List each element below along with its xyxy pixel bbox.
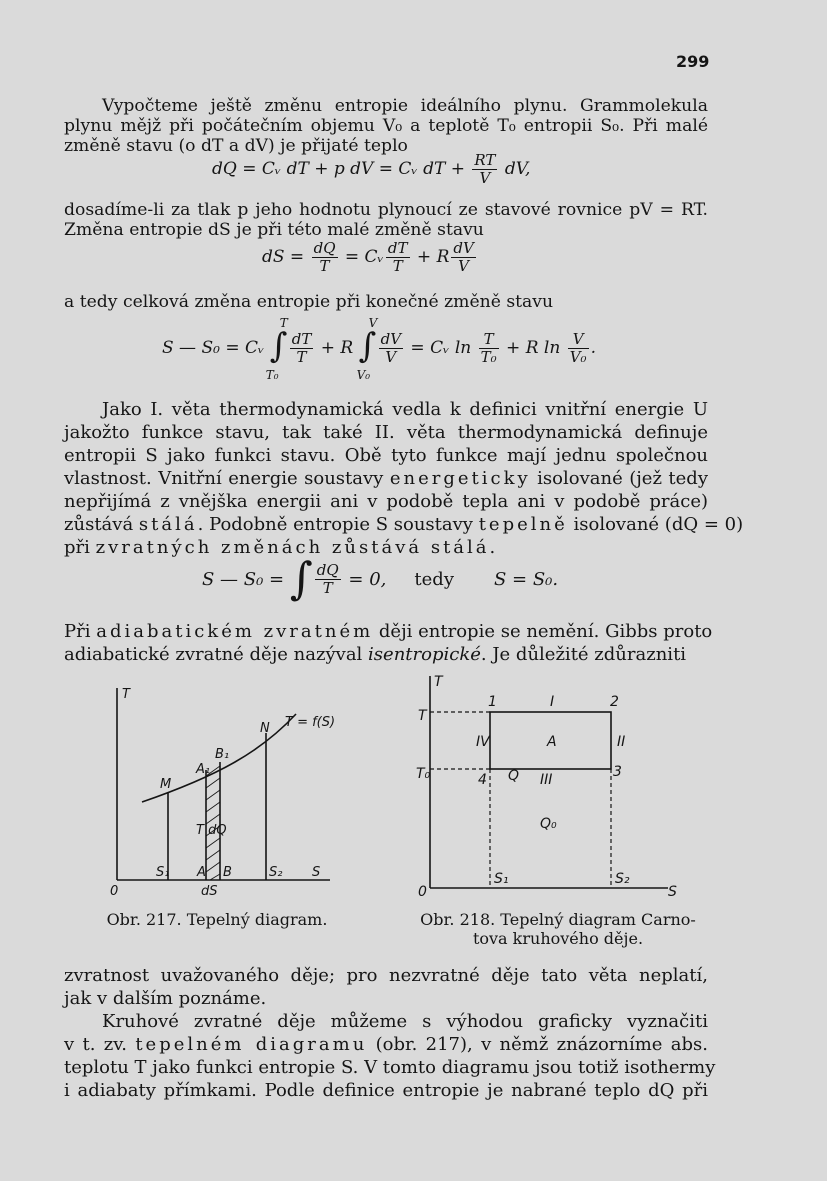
figure-218-caption-line1: Obr. 218. Tepelný diagram Carno- [420,910,696,929]
eq3-eqsign: = Cᵥ ln [405,338,477,358]
para4-l6c: isolované (dQ = 0) [573,514,744,535]
eq1-lhs: dQ = Cᵥ dT + p dV = Cᵥ dT + [212,159,471,179]
figure-217-caption: Obr. 217. Tepelný diagram. [106,910,328,929]
fig217-label-a1: A₁ [196,762,211,777]
equation-dq [212,152,530,187]
fig218-label-t0: T₀ [416,766,431,782]
eq3-end: . [590,338,596,358]
eq2-frac2 [386,240,410,275]
para4-line7 [64,538,495,558]
eq3-f1-num: dT [291,329,312,348]
para4-line4 [64,469,708,489]
eq1-rhs: dV, [499,159,531,179]
eq3-f4-den: V₀ [569,347,587,366]
para4-l6b: . Podobně entropie S soustavy [197,514,473,535]
fig218-label-q: Q [508,768,520,784]
integral-sign: ∫ [289,553,313,605]
eq3-integral2 [356,316,378,382]
para6-l4a: v t. zv. [64,1034,127,1055]
eq2-lhs: dS = [262,247,310,267]
para4-l6a: zůstává [64,514,134,535]
fig218-label-3: 3 [613,764,622,780]
integral-sign: ∫ [269,326,288,366]
eq2-f3-num: dV [453,239,474,257]
fig217-label-tdq: T dQ [196,823,227,838]
integral-sign: ∫ [358,326,377,366]
para6-line4 [64,1035,708,1055]
figure-218-caption-line2: tova kruhového děje. [472,929,644,948]
para5-l2b: . Je důležité zdůrazniti [480,644,687,665]
eq3-f2-den: V [385,347,397,366]
para3-line: a tedy celková změna entropie při konečné změně stavu [64,292,554,312]
eq2-f1-num: dQ [313,239,336,257]
fig217-label-s: S [312,865,321,880]
para5-line2 [64,645,686,665]
figure-217-heat-diagram [100,678,350,906]
fig218-label-IV: IV [476,734,490,750]
para4-line3: entropii S jako funkci stavu. Obě tyto funkce mají jednu společnou [64,445,708,466]
equation-isolated [202,553,559,605]
eq2-f3-den: V [458,257,470,275]
fig218-label-q0: Q₀ [540,816,557,832]
eq3-int2-upper: V [368,316,378,330]
para5-l1a: Při [64,621,91,642]
para5-line1 [64,621,713,642]
page-number: 299 [676,52,710,71]
fig217-label-s1: S₁ [156,865,170,880]
para1-line2: plynu mějž při počátečním objemu V₀ a teplotě T₀ entropii S₀. Při malé [64,116,708,136]
fig218-label-4: 4 [478,772,487,788]
eq2-frac3 [451,240,475,275]
fig217-label-ds: dS [201,884,218,899]
para4-l4a: vlastnost. Vnitřní energie soustavy [64,468,384,489]
fig217-label-b: B [223,865,232,880]
para6-l4b: (obr. 217), v němž znázorníme abs. [375,1034,708,1055]
fig218-label-III: III [540,772,553,788]
eq3-plus: + R [315,338,354,358]
eq3-frac4 [568,331,589,366]
fig217-label-t: T [122,687,130,702]
para6-line2: jak v dalším poznáme. [64,988,267,1009]
para6-line5: teplotu T jako funkci entropie S. V tomto diagramu jsou totiž isothermy [64,1057,716,1078]
fig218-label-2: 2 [610,694,619,710]
eq4-frac [315,562,341,597]
eq3-frac1 [290,331,314,366]
eq2-frac1 [312,240,338,275]
eq2-f2-den: T [392,257,403,275]
eq3-f3-num: T [479,331,499,349]
equation-entropy-change [162,318,596,390]
para4-l7-spaced: zvratných změnách zůstává stálá [95,537,490,558]
para5-l1b: ději entropie se nemění. Gibbs proto [378,621,713,642]
para1-line1: Vypočteme ještě změnu entropie ideálního plynu. Grammolekula [102,96,708,116]
para4-line6 [64,515,743,535]
para1-line3: změně stavu (o dT a dV) je přijaté teplo [64,136,408,156]
figure-218-carnot-diagram [410,668,690,900]
fig218-label-o: 0 [418,884,427,900]
para5-l1-spaced: adiabatickém zvratném [96,621,374,642]
fig218-label-s: S [668,884,677,900]
para2-line2: Změna entropie dS je při této malé změně stavu [64,220,484,240]
fig217-label-b1: B₁ [215,747,230,762]
para4-line5: nepřijímá z vnějška energii ani v podobě tepla ani v podobě práce) [64,491,708,512]
para4-l7a: při [64,537,90,558]
para6-line3: Kruhové zvratné děje můžeme s výhodou graficky vyznačiti [102,1011,708,1032]
fig217-label-curve: T = f(S) [285,715,336,730]
para4-line1: Jako I. věta thermodynamická vedla k definici vnitřní energie U [102,399,708,420]
eq3-plus2: + R ln [500,338,566,358]
para4-l6-spaced: stálá [138,514,198,535]
fig217-label-m: M [160,777,172,792]
para6-l4-spaced: tepelném diagramu [135,1034,368,1055]
eq2-f2-num: dT [387,239,408,257]
fig217-label-a: A [197,865,206,880]
para5-l2a: adiabatické zvratné děje nazýval [64,644,363,665]
fig218-label-s1: S₁ [494,871,509,887]
para4-line2: jakožto funkce stavu, tak také II. věta thermodynamická definuje [64,422,708,443]
fig218-label-A: A [547,734,557,750]
para4-l4-spaced: energeticky [389,468,531,489]
eq4-den: T [322,579,333,597]
fig218-label-I: I [550,694,555,710]
eq3-f3-den: T₀ [480,347,497,366]
eq4-rhs: = 0, [342,569,387,590]
eq3-lhs: S — S₀ = Cᵥ [162,338,265,358]
eq3-f2-num: dV [380,329,402,348]
eq1-fraction [472,152,497,187]
eq3-f4-num: V [568,331,589,349]
eq1-den: V [479,169,491,187]
eq3-integral1 [265,316,288,382]
eq2-mid: = Cᵥ [339,247,384,267]
para2-line1: dosadíme-li za tlak p jeho hodnotu plynoucí ze stavové rovnice pV = RT. [64,200,708,220]
equation-ds [262,240,478,275]
eq3-f1-den: T [296,347,307,366]
fig218-label-1: 1 [488,694,497,710]
fig218-label-t-axis: T [434,674,443,690]
para6-line6: i adiabaty přímkami. Podle definice entropie je nabrané teplo dQ při [64,1080,708,1101]
eq3-int2-lower: V₀ [356,368,371,382]
para4-l7b: . [489,537,496,558]
eq2-f1-den: T [319,257,330,275]
fig217-label-n: N [260,721,270,736]
eq4-result: S = S₀. [493,569,559,590]
fig217-label-o: 0 [110,884,119,899]
eq3-frac3 [479,331,499,366]
eq3-frac2 [379,331,403,366]
fig218-label-t: T [418,708,427,724]
para4-l6-spaced2: tepelně [478,514,568,535]
fig218-label-s2: S₂ [615,871,630,887]
eq4-lhs: S — S₀ = [202,569,290,590]
eq4-tedy: tedy [414,569,454,590]
fig218-label-II: II [617,734,626,750]
eq3-int1-lower: T₀ [265,368,279,382]
para4-l4b: isolované (jež tedy [537,468,708,489]
para5-l2-italic: isentropické [368,644,481,665]
eq4-num: dQ [316,561,339,579]
para6-line1: zvratnost uvažovaného děje; pro nezvratné děje tato věta neplatí, [64,965,708,986]
fig217-label-s2: S₂ [269,865,283,880]
eq2-plus: + R [411,247,450,267]
eq3-int1-upper: T [279,316,288,330]
eq1-num: RT [474,151,496,169]
